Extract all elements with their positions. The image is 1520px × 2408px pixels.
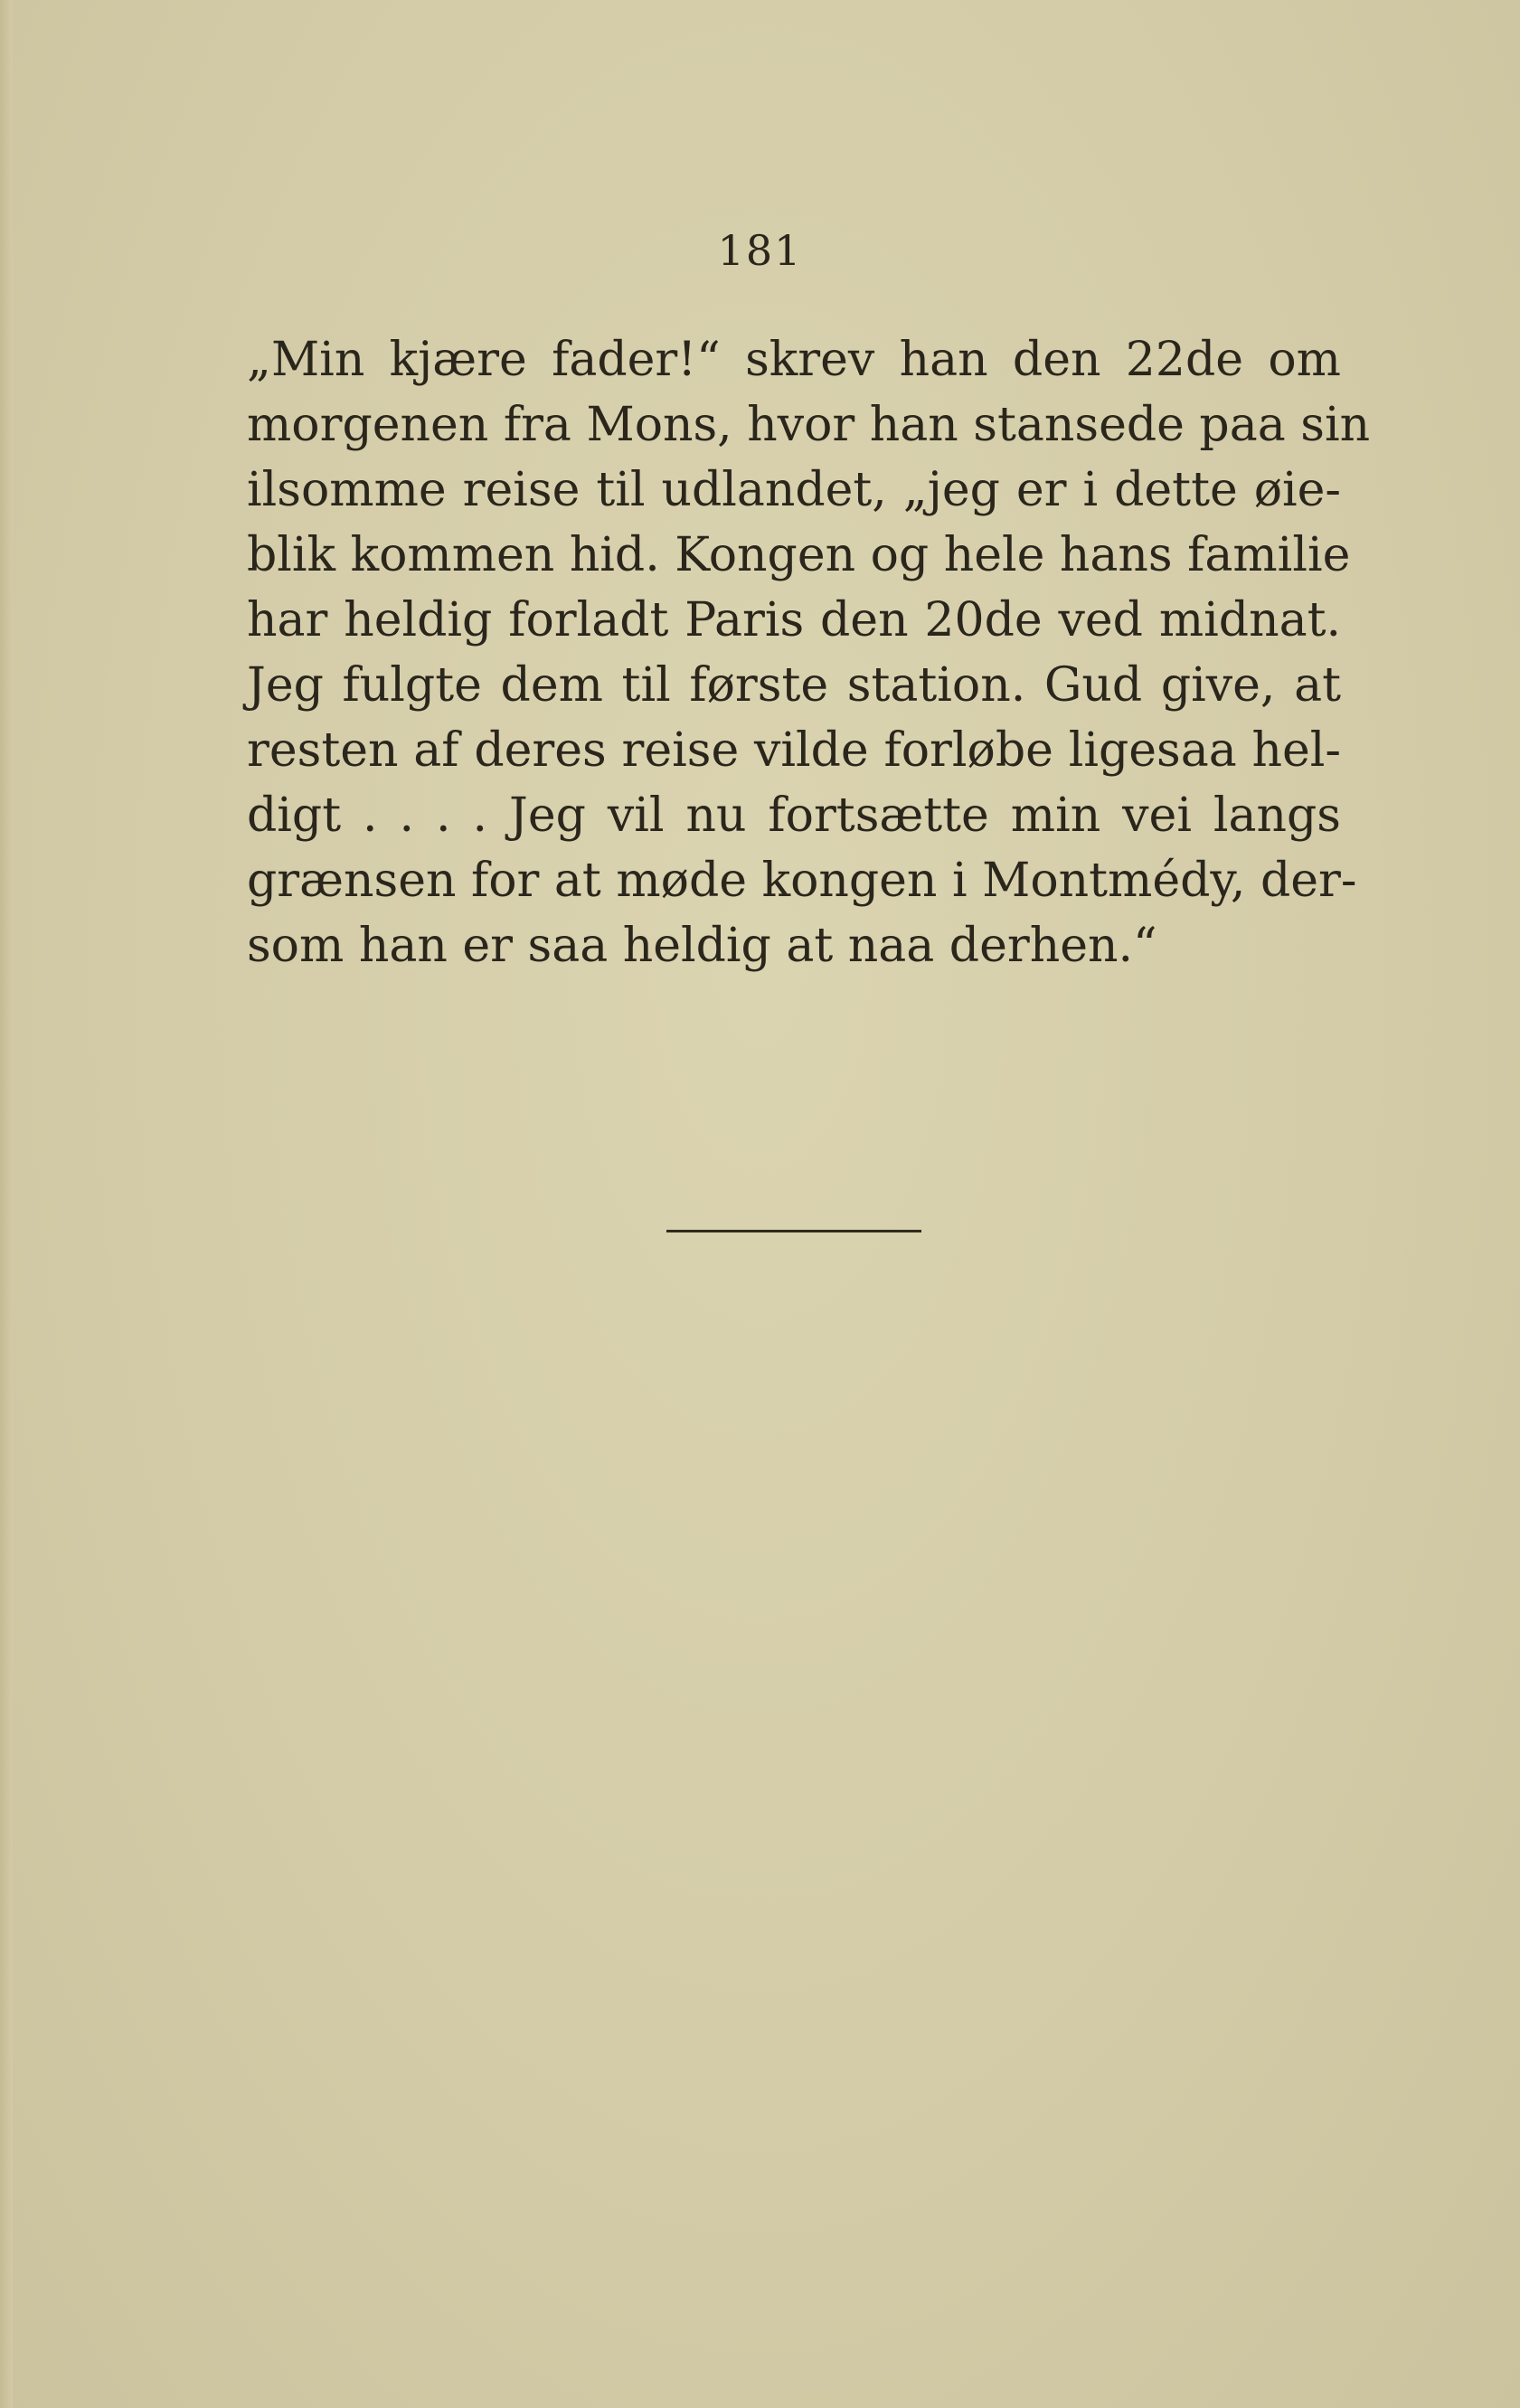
text-line: morgenen fra Mons, hvor han stansede paa sin [247,398,1371,452]
page-binding-edge [0,0,13,2408]
page-number: 181 [717,226,803,275]
text-line: digt . . . . Jeg vil nu fortsætte min vei langs [247,789,1341,843]
text-line: har heldig forladt Paris den 20de ved midnat. [247,593,1341,647]
text-line: ilsomme reise til udlandet, „jeg er i dette øie- [247,463,1341,517]
text-line: „Min kjære fader!“ skrev han den 22de om [247,333,1341,387]
text-line: blik kommen hid. Kongen og hele hans familie [247,528,1351,582]
paragraph [247,327,1371,978]
section-divider [666,1230,921,1232]
text-line: grænsen for at møde kongen i Montmédy, der- [247,854,1357,908]
text-line: resten af deres reise vilde forløbe ligesaa hel- [247,723,1341,778]
text-line: Jeg fulgte dem til første station. Gud give, at [247,658,1341,713]
text-line: som han er saa heldig at naa derhen.“ [247,919,1157,973]
